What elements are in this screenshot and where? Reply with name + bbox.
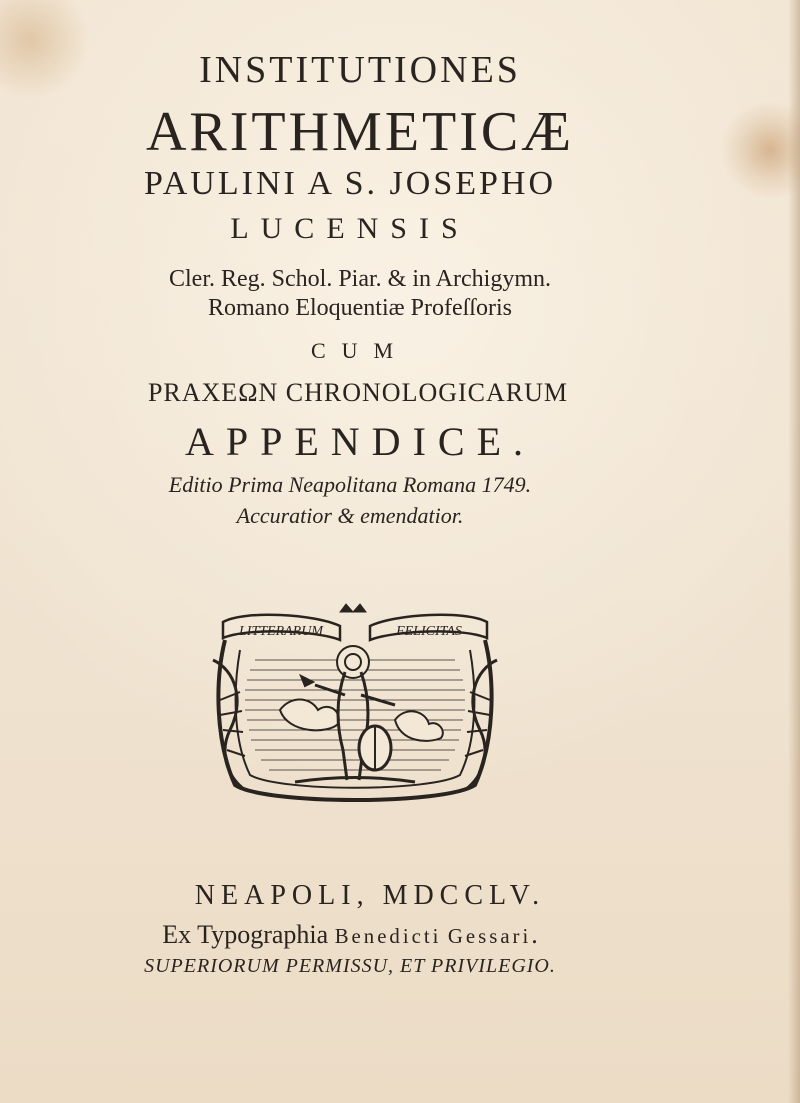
imprint-printer-suffix: . [531, 920, 538, 949]
imprint-permission: SUPERIORUM PERMISSU, ET PRIVILEGIO. [144, 955, 556, 977]
edition-note: Accuratior & emendatior. [236, 503, 464, 528]
imprint-place-date: NEAPOLI, MDCCLV. [194, 880, 546, 911]
imprint-printer-prefix: Ex Typographia [162, 920, 329, 949]
subtitle-praxeon: PRAXEΩN CHRONOLOGICARUM [147, 378, 569, 407]
edition-statement: Editio Prima Neapolitana Romana 1749. [168, 472, 532, 497]
page-edge-shadow [788, 0, 800, 1103]
conjunction-cum: CUM [310, 338, 410, 363]
author-affiliation-line-2: Romano Eloquentiæ Profeſſoris [208, 295, 512, 321]
imprint-printer-name-last: Gessari [447, 925, 532, 948]
emblem-motto-right: FELICITAS [396, 624, 462, 639]
author-origin: LUCENSIS [230, 212, 470, 245]
imprint-printer [90, 920, 610, 950]
author-affiliation-line-1: Cler. Reg. Schol. Piar. & in Archigymn. [169, 266, 551, 292]
title-line-institutiones: INSTITUTIONES [199, 49, 521, 91]
printer-device-emblem [205, 600, 505, 815]
imprint-printer-name-first: Benedicti [334, 925, 442, 948]
title-line-arithmeticae: ARITHMETICÆ [145, 101, 575, 163]
emblem-motto-left: LITTERARUM [239, 624, 323, 639]
subtitle-appendice: APPENDICE. [184, 419, 536, 464]
author-name: PAULINI A S. JOSEPHO [143, 165, 557, 202]
